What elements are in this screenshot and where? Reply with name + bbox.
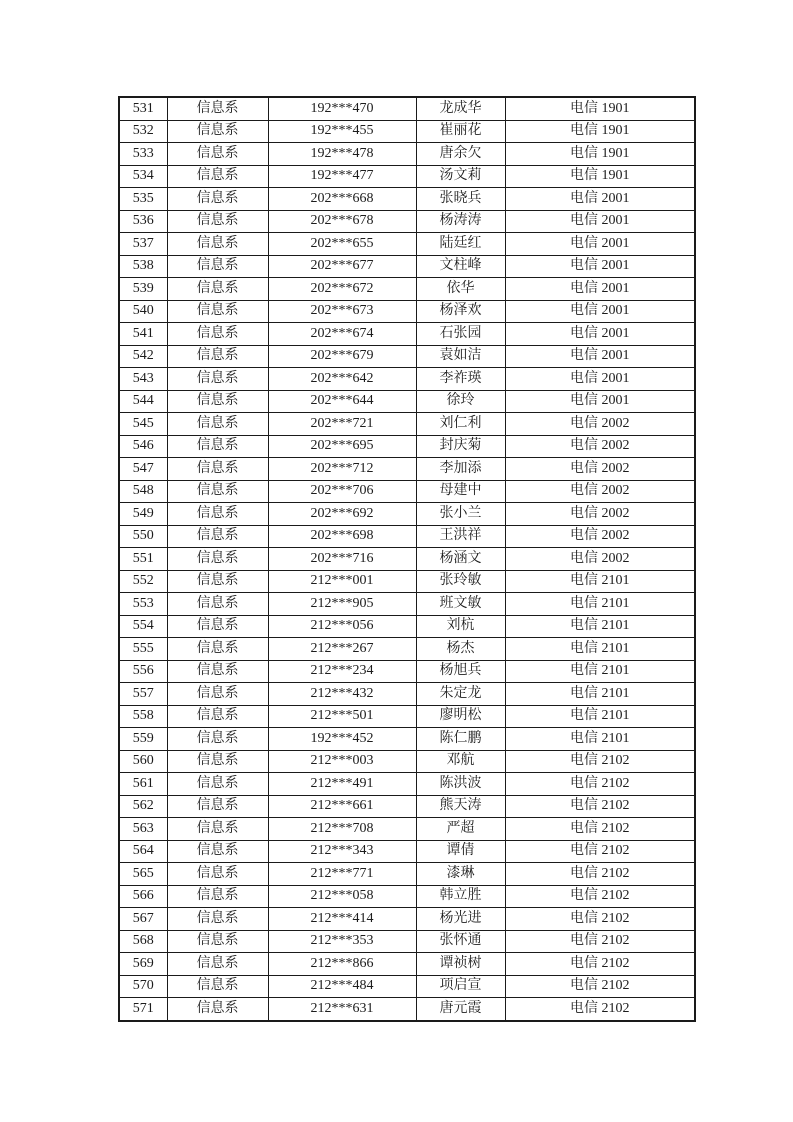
student-id-cell: 212***343 [268,840,416,863]
department-cell: 信息系 [167,548,268,571]
department-cell: 信息系 [167,255,268,278]
table-row [119,548,695,571]
table-row [119,345,695,368]
department-cell: 信息系 [167,773,268,796]
department-cell: 信息系 [167,323,268,346]
student-id-cell: 192***470 [268,97,416,120]
class-name-cell: 电信 2101 [505,683,695,706]
student-id-cell: 202***679 [268,345,416,368]
row-number-cell: 570 [119,975,167,998]
row-number-cell: 540 [119,300,167,323]
student-name-cell: 漆琳 [416,863,505,886]
department-cell: 信息系 [167,840,268,863]
table-row [119,210,695,233]
student-id-cell: 212***491 [268,773,416,796]
department-cell: 信息系 [167,480,268,503]
class-name-cell: 电信 2002 [505,525,695,548]
table-row [119,300,695,323]
table-row [119,683,695,706]
class-name-cell: 电信 2102 [505,885,695,908]
class-name-cell: 电信 2101 [505,638,695,661]
class-name-cell: 电信 2102 [505,818,695,841]
department-cell: 信息系 [167,233,268,256]
row-number-cell: 544 [119,390,167,413]
student-id-cell: 212***003 [268,750,416,773]
table-row [119,188,695,211]
student-name-cell: 石张园 [416,323,505,346]
table-row [119,480,695,503]
student-id-cell: 212***267 [268,638,416,661]
class-name-cell: 电信 1901 [505,165,695,188]
department-cell: 信息系 [167,210,268,233]
row-number-cell: 548 [119,480,167,503]
table-row [119,593,695,616]
class-name-cell: 电信 2001 [505,368,695,391]
class-name-cell: 电信 2102 [505,998,695,1021]
department-cell: 信息系 [167,953,268,976]
row-number-cell: 565 [119,863,167,886]
student-name-cell: 文柱峰 [416,255,505,278]
row-number-cell: 568 [119,930,167,953]
row-number-cell: 553 [119,593,167,616]
row-number-cell: 543 [119,368,167,391]
class-name-cell: 电信 2101 [505,660,695,683]
student-id-cell: 202***721 [268,413,416,436]
class-name-cell: 电信 2101 [505,615,695,638]
student-name-cell: 陈洪波 [416,773,505,796]
class-name-cell: 电信 2102 [505,750,695,773]
row-number-cell: 554 [119,615,167,638]
student-name-cell: 封庆菊 [416,435,505,458]
student-id-cell: 202***706 [268,480,416,503]
student-id-cell: 202***716 [268,548,416,571]
department-cell: 信息系 [167,795,268,818]
row-number-cell: 569 [119,953,167,976]
row-number-cell: 551 [119,548,167,571]
student-id-cell: 202***677 [268,255,416,278]
class-name-cell: 电信 2102 [505,795,695,818]
student-name-cell: 袁如洁 [416,345,505,368]
department-cell: 信息系 [167,278,268,301]
student-id-cell: 212***708 [268,818,416,841]
student-name-cell: 邓航 [416,750,505,773]
department-cell: 信息系 [167,818,268,841]
student-id-cell: 202***712 [268,458,416,481]
class-name-cell: 电信 2101 [505,593,695,616]
student-id-cell: 202***692 [268,503,416,526]
table-row [119,975,695,998]
student-id-cell: 212***661 [268,795,416,818]
student-id-cell: 212***414 [268,908,416,931]
student-id-cell: 212***353 [268,930,416,953]
table-row [119,458,695,481]
student-id-cell: 202***642 [268,368,416,391]
row-number-cell: 539 [119,278,167,301]
table-row [119,615,695,638]
row-number-cell: 538 [119,255,167,278]
table-row [119,885,695,908]
class-name-cell: 电信 2001 [505,345,695,368]
student-name-cell: 杨涛涛 [416,210,505,233]
table-row [119,705,695,728]
department-cell: 信息系 [167,930,268,953]
class-name-cell: 电信 2002 [505,548,695,571]
student-id-cell: 202***678 [268,210,416,233]
student-id-cell: 212***484 [268,975,416,998]
student-id-cell: 212***866 [268,953,416,976]
student-name-cell: 杨光进 [416,908,505,931]
row-number-cell: 537 [119,233,167,256]
table-row [119,413,695,436]
department-cell: 信息系 [167,885,268,908]
table-row [119,435,695,458]
class-name-cell: 电信 2101 [505,705,695,728]
student-name-cell: 唐余欠 [416,143,505,166]
student-name-cell: 张晓兵 [416,188,505,211]
student-table-body [119,97,695,1021]
row-number-cell: 566 [119,885,167,908]
student-name-cell: 严超 [416,818,505,841]
class-name-cell: 电信 2002 [505,435,695,458]
student-name-cell: 班文敏 [416,593,505,616]
student-id-cell: 202***673 [268,300,416,323]
class-name-cell: 电信 2102 [505,975,695,998]
row-number-cell: 535 [119,188,167,211]
class-name-cell: 电信 2002 [505,503,695,526]
department-cell: 信息系 [167,300,268,323]
table-row [119,908,695,931]
class-name-cell: 电信 2001 [505,278,695,301]
table-row [119,953,695,976]
row-number-cell: 533 [119,143,167,166]
department-cell: 信息系 [167,345,268,368]
table-row [119,368,695,391]
student-id-cell: 202***644 [268,390,416,413]
department-cell: 信息系 [167,143,268,166]
student-name-cell: 张小兰 [416,503,505,526]
row-number-cell: 563 [119,818,167,841]
class-name-cell: 电信 2001 [505,255,695,278]
row-number-cell: 567 [119,908,167,931]
table-row [119,503,695,526]
row-number-cell: 552 [119,570,167,593]
row-number-cell: 549 [119,503,167,526]
table-row [119,97,695,120]
student-name-cell: 崔丽花 [416,120,505,143]
department-cell: 信息系 [167,660,268,683]
student-name-cell: 汤文莉 [416,165,505,188]
table-row [119,525,695,548]
student-id-cell: 192***477 [268,165,416,188]
student-name-cell: 朱定龙 [416,683,505,706]
table-row [119,323,695,346]
row-number-cell: 564 [119,840,167,863]
row-number-cell: 541 [119,323,167,346]
student-id-cell: 212***501 [268,705,416,728]
department-cell: 信息系 [167,615,268,638]
row-number-cell: 571 [119,998,167,1021]
row-number-cell: 559 [119,728,167,751]
row-number-cell: 558 [119,705,167,728]
department-cell: 信息系 [167,390,268,413]
department-cell: 信息系 [167,120,268,143]
row-number-cell: 547 [119,458,167,481]
table-row [119,233,695,256]
table-row [119,165,695,188]
class-name-cell: 电信 2102 [505,840,695,863]
student-id-cell: 212***001 [268,570,416,593]
row-number-cell: 562 [119,795,167,818]
student-id-cell: 212***234 [268,660,416,683]
student-id-cell: 202***698 [268,525,416,548]
class-name-cell: 电信 2001 [505,390,695,413]
student-roster-table [118,96,696,1022]
table-row [119,660,695,683]
student-id-cell: 192***452 [268,728,416,751]
student-name-cell: 杨涵文 [416,548,505,571]
student-name-cell: 唐元霞 [416,998,505,1021]
department-cell: 信息系 [167,863,268,886]
student-name-cell: 杨杰 [416,638,505,661]
table-row [119,773,695,796]
row-number-cell: 546 [119,435,167,458]
row-number-cell: 542 [119,345,167,368]
department-cell: 信息系 [167,435,268,458]
class-name-cell: 电信 2002 [505,458,695,481]
student-id-cell: 192***478 [268,143,416,166]
table-row [119,998,695,1021]
table-row [119,638,695,661]
table-row [119,255,695,278]
department-cell: 信息系 [167,97,268,120]
student-name-cell: 王洪祥 [416,525,505,548]
table-row [119,818,695,841]
class-name-cell: 电信 2102 [505,773,695,796]
student-id-cell: 212***056 [268,615,416,638]
student-name-cell: 李祚瑛 [416,368,505,391]
student-id-cell: 202***674 [268,323,416,346]
department-cell: 信息系 [167,503,268,526]
student-name-cell: 谭倩 [416,840,505,863]
student-name-cell: 龙成华 [416,97,505,120]
class-name-cell: 电信 2102 [505,908,695,931]
table-row [119,390,695,413]
table-row [119,143,695,166]
row-number-cell: 532 [119,120,167,143]
class-name-cell: 电信 2101 [505,570,695,593]
department-cell: 信息系 [167,188,268,211]
class-name-cell: 电信 2002 [505,480,695,503]
student-name-cell: 陈仁鹏 [416,728,505,751]
class-name-cell: 电信 1901 [505,120,695,143]
department-cell: 信息系 [167,593,268,616]
row-number-cell: 550 [119,525,167,548]
class-name-cell: 电信 1901 [505,97,695,120]
table-row [119,863,695,886]
class-name-cell: 电信 2102 [505,863,695,886]
student-name-cell: 母建中 [416,480,505,503]
student-id-cell: 202***668 [268,188,416,211]
student-id-cell: 192***455 [268,120,416,143]
class-name-cell: 电信 2001 [505,323,695,346]
class-name-cell: 电信 2001 [505,300,695,323]
student-id-cell: 202***695 [268,435,416,458]
table-row [119,120,695,143]
department-cell: 信息系 [167,638,268,661]
student-id-cell: 212***432 [268,683,416,706]
class-name-cell: 电信 1901 [505,143,695,166]
student-name-cell: 徐玲 [416,390,505,413]
department-cell: 信息系 [167,683,268,706]
row-number-cell: 545 [119,413,167,436]
table-row [119,840,695,863]
department-cell: 信息系 [167,728,268,751]
department-cell: 信息系 [167,165,268,188]
student-name-cell: 李加添 [416,458,505,481]
student-name-cell: 依华 [416,278,505,301]
department-cell: 信息系 [167,975,268,998]
department-cell: 信息系 [167,908,268,931]
student-id-cell: 202***672 [268,278,416,301]
class-name-cell: 电信 2102 [505,930,695,953]
student-name-cell: 杨泽欢 [416,300,505,323]
student-id-cell: 212***771 [268,863,416,886]
department-cell: 信息系 [167,368,268,391]
row-number-cell: 531 [119,97,167,120]
department-cell: 信息系 [167,413,268,436]
department-cell: 信息系 [167,750,268,773]
student-name-cell: 刘杭 [416,615,505,638]
table-row [119,570,695,593]
row-number-cell: 536 [119,210,167,233]
student-name-cell: 刘仁利 [416,413,505,436]
table-row [119,278,695,301]
department-cell: 信息系 [167,705,268,728]
student-name-cell: 项启宣 [416,975,505,998]
student-name-cell: 谭祯树 [416,953,505,976]
department-cell: 信息系 [167,998,268,1021]
student-id-cell: 202***655 [268,233,416,256]
row-number-cell: 557 [119,683,167,706]
row-number-cell: 534 [119,165,167,188]
student-name-cell: 陆廷红 [416,233,505,256]
student-name-cell: 熊天涛 [416,795,505,818]
student-id-cell: 212***905 [268,593,416,616]
department-cell: 信息系 [167,570,268,593]
table-row [119,728,695,751]
student-name-cell: 张玲敏 [416,570,505,593]
student-id-cell: 212***058 [268,885,416,908]
class-name-cell: 电信 2102 [505,953,695,976]
student-name-cell: 张怀通 [416,930,505,953]
department-cell: 信息系 [167,458,268,481]
class-name-cell: 电信 2002 [505,413,695,436]
row-number-cell: 556 [119,660,167,683]
row-number-cell: 555 [119,638,167,661]
student-id-cell: 212***631 [268,998,416,1021]
student-name-cell: 韩立胜 [416,885,505,908]
table-row [119,750,695,773]
row-number-cell: 560 [119,750,167,773]
department-cell: 信息系 [167,525,268,548]
class-name-cell: 电信 2101 [505,728,695,751]
class-name-cell: 电信 2001 [505,210,695,233]
class-name-cell: 电信 2001 [505,233,695,256]
table-row [119,795,695,818]
student-name-cell: 杨旭兵 [416,660,505,683]
class-name-cell: 电信 2001 [505,188,695,211]
student-name-cell: 廖明松 [416,705,505,728]
table-row [119,930,695,953]
row-number-cell: 561 [119,773,167,796]
